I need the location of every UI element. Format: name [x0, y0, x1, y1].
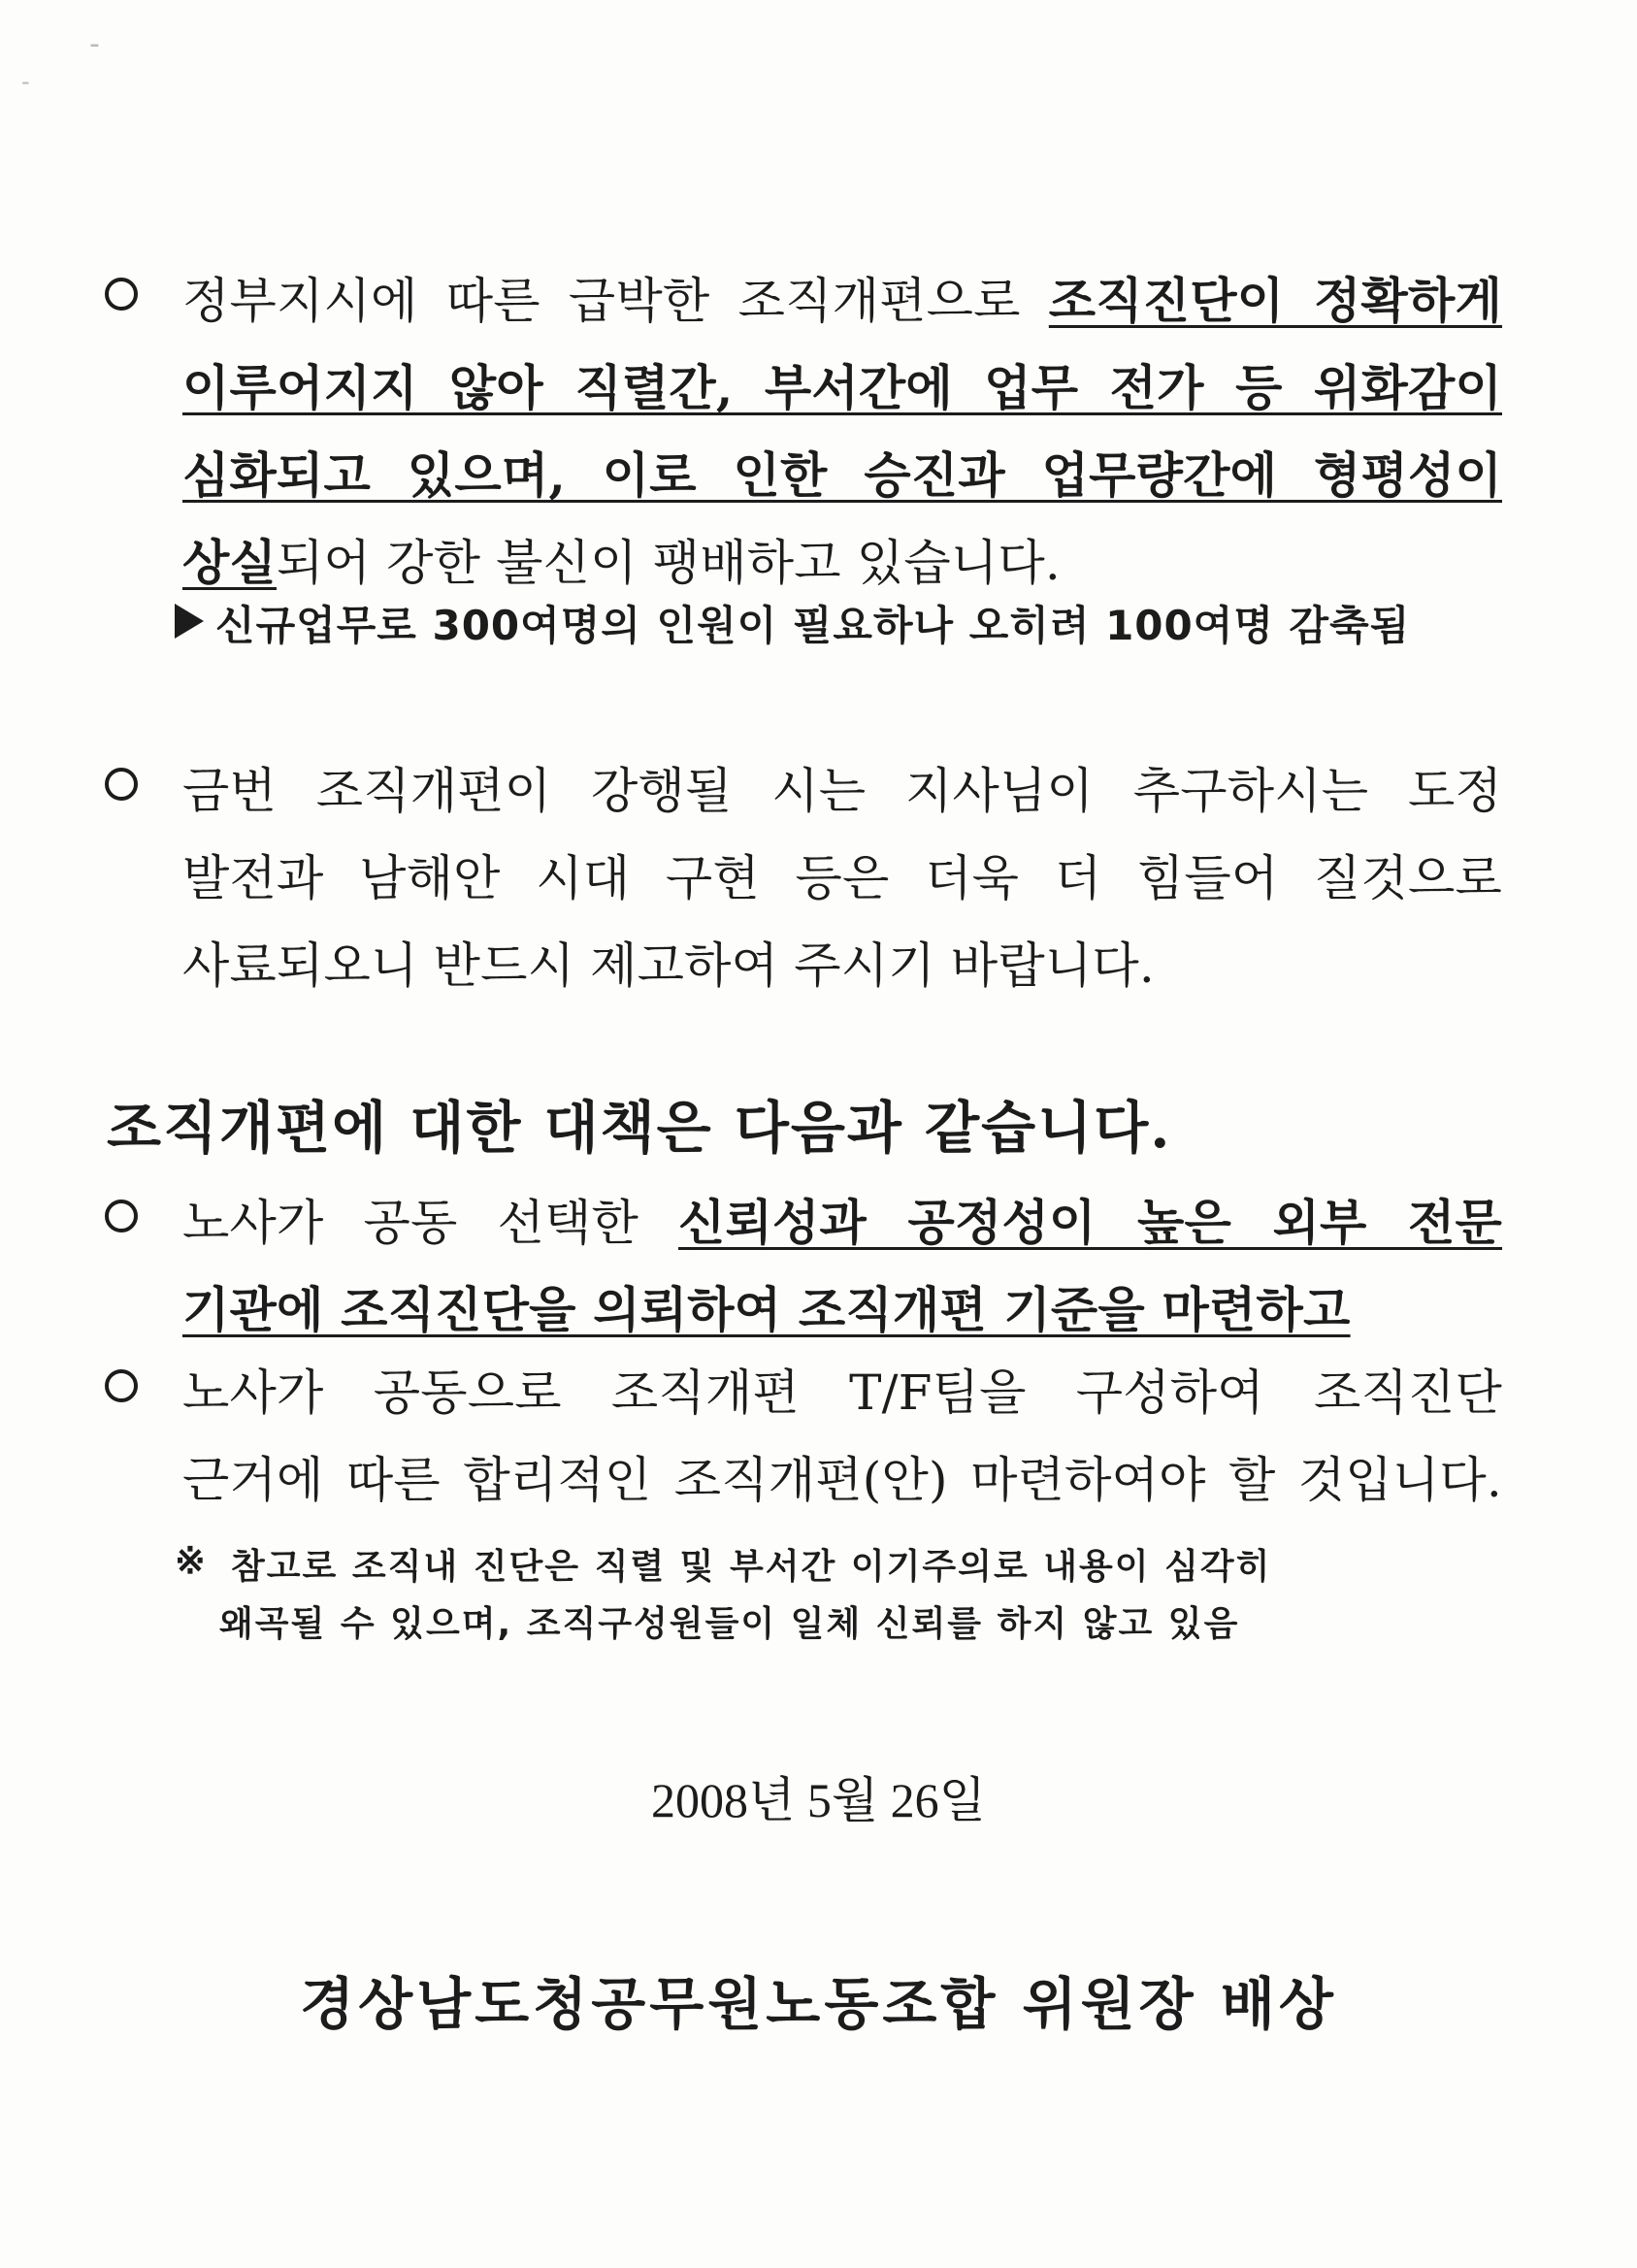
measure1-line1-plain: 노사가 공동 선택한 — [182, 1195, 678, 1251]
document-date: 2008년 5월 26일 — [651, 1773, 986, 1827]
circle-bullet-icon — [105, 1200, 138, 1233]
union-signature: 경상남도청공무원노동조합 위원장 배상 — [300, 1971, 1337, 2037]
triangle-arrow-icon — [175, 604, 204, 639]
paragraph1-line4-emphasis: 상실 — [182, 534, 277, 591]
scan-artifact-mark: - — [89, 27, 100, 61]
paragraph1-line3: 심화되고 있으며, 이로 인한 승진과 업무량간에 형평성이 — [182, 446, 1502, 504]
staffing-note: 신규업무로 300여명의 인원이 필요하나 오히려 100여명 감축됨 — [215, 602, 1411, 649]
scan-artifact-dash: - — [21, 68, 30, 95]
paragraph1-line1 — [182, 262, 1502, 332]
countermeasures-heading: 조직개편에 대한 대책은 다음과 같습니다. — [107, 1095, 1172, 1161]
paragraph2-line3: 사료되오니 반드시 제고하여 주시기 바랍니다. — [182, 937, 1155, 994]
circle-bullet-icon — [105, 278, 138, 311]
reference-mark-icon: ※ — [175, 1538, 206, 1582]
reference-line1: 참고로 조직내 진단은 직렬 및 부서간 이기주의로 내용이 심각히 — [231, 1547, 1272, 1587]
circle-bullet-icon — [105, 1369, 138, 1402]
measure2-line1: 노사가 공동으로 조직개편 T/F팀을 구성하여 조직진단 — [182, 1364, 1502, 1421]
paragraph1-line1-emphasis: 조직진단이 정확하게 — [1048, 272, 1503, 329]
paragraph1-line2: 이루어지지 않아 직렬간, 부서간에 업무 전가 등 위화감이 — [182, 359, 1502, 416]
paragraph1-line4-plain: 되어 강한 불신이 팽배하고 있습니다. — [277, 535, 1061, 591]
circle-bullet-icon — [105, 768, 138, 801]
paragraph1-line4 — [182, 524, 1061, 594]
reference-line2: 왜곡될 수 있으며, 조직구성원들이 일체 신뢰를 하지 않고 있음 — [219, 1604, 1240, 1644]
paragraph1-line1-plain: 정부지시에 따른 급박한 조직개편으로 — [182, 273, 1049, 329]
measure2-line2: 근거에 따른 합리적인 조직개편(안) 마련하여야 할 것입니다. — [182, 1452, 1502, 1508]
measure1-line2: 기관에 조직진단을 의뢰하여 조직개편 기준을 마련하고 — [182, 1281, 1351, 1338]
paragraph2-line2: 발전과 남해안 시대 구현 등은 더욱 더 힘들어 질것으로 — [182, 850, 1502, 906]
measure1-line1 — [182, 1184, 1502, 1254]
measure1-line1-emphasis: 신뢰성과 공정성이 높은 외부 전문 — [677, 1194, 1503, 1251]
paragraph2-line1: 금번 조직개편이 강행될 시는 지사님이 추구하시는 도정 — [182, 763, 1502, 819]
